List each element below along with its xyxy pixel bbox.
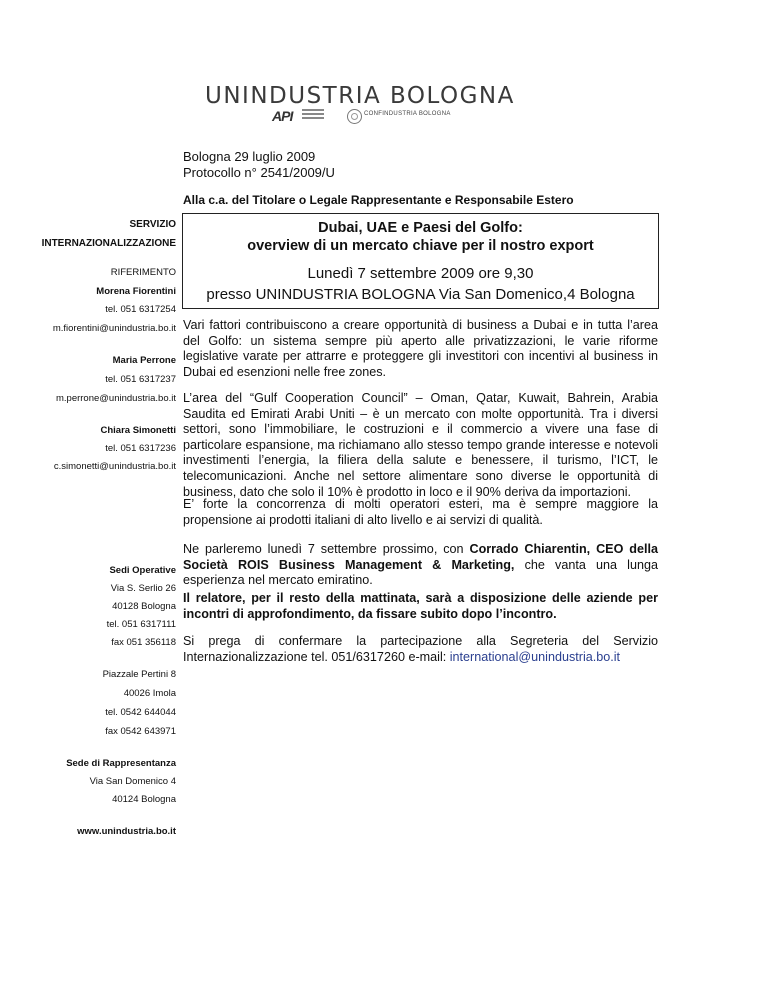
contact-email[interactable]: m.perrone@unindustria.bo.it [55,393,176,404]
service-label: SERVIZIO [129,219,176,230]
reference-label: RIFERIMENTO [110,267,176,278]
website-link[interactable]: www.unindustria.bo.it [77,826,176,837]
attention-line: Alla c.a. del Titolare o Legale Rappresentante e Responsabile Estero [183,193,574,207]
logo-title: UNINDUSTRIA BOLOGNA [205,83,515,109]
paragraph-gcc: L’area del “Gulf Cooperation Council” – Oman, Qatar, Kuwait, Bahrein, Arabia Saudita ed Emirati Arabi Uniti – è un mercato con molte opportunità. Tra i diversi settori, sono l’immobiliare, le costruzioni e il commercio a vivere una fase di particolare espansione, ma richiamano allo stesso tempo grande interesse e notevoli investimenti l’energia, la filiera della salute e benessere, il turismo, l’ICT, le telecomunicazioni. Anche nel settore alimentare sono diverse le opportunità di business, dato che solo il 10% è prodotto in loco e il 90% deriva da importazioni. [183,391,658,499]
contact-name: Maria Perrone [112,355,176,366]
paragraph-meetings: Il relatore, per il resto della mattinata, sarà a disposizione delle aziende per incontri di approfondimento, da fissare subito dopo l’incontro. [183,591,658,621]
office-fax: fax 0542 643971 [105,726,176,737]
event-box [182,213,659,309]
paragraph-intro: Vari fattori contribuiscono a creare opportunità di business a Dubai e in tutta l’area del Golfo: un sistema sempre più aperto alle privatizzazioni, le varie riforme legislative varate per attrarre e proteggere gli investitori con incentivi al business in Dubai ed esenzioni nelle free zones. [183,318,658,379]
office-city: 40128 Bologna [112,601,176,612]
service-name: INTERNAZIONALIZZAZIONE [41,238,176,249]
speaker-intro: Ne parleremo lunedì 7 settembre prossimo, con [183,542,470,556]
event-title: Dubai, UAE e Paesi del Golfo: [318,220,523,236]
event-date: Lunedì 7 settembre 2009 ore 9,30 [307,265,534,282]
api-logo: API [272,108,293,124]
paragraph-speaker [183,542,658,589]
contact-tel: tel. 051 6317236 [105,443,176,454]
contact-email[interactable]: m.fiorentini@unindustria.bo.it [52,323,176,334]
office-street: Piazzale Pertini 8 [102,669,176,680]
paragraph-rsvp [183,634,658,665]
logo-sub-brands [272,107,492,127]
rep-street: Via San Domenico 4 [89,776,176,787]
contact-tel: tel. 051 6317237 [105,374,176,385]
representative-office-label: Sede di Rappresentanza [66,758,176,769]
speaker-experience: che vanta una lunga esperienza nel mercato emiratino. [183,557,658,588]
rsvp-email-link[interactable]: international@unindustria.bo.it [449,649,621,664]
event-subtitle: overview di un mercato chiave per il nostro export [247,238,594,254]
office-tel: tel. 051 6317111 [106,619,176,630]
protocol-number: Protocollo n° 2541/2009/U [183,165,335,180]
rep-city: 40124 Bologna [112,794,176,805]
letter-date: Bologna 29 luglio 2009 [183,149,316,164]
office-tel: tel. 0542 644044 [105,707,176,718]
event-place: presso UNINDUSTRIA BOLOGNA Via San Domenico,4 Bologna [206,286,635,303]
speaker-name: Corrado Chiarentin, CEO della Società ROIS Business Management & Marketing, [183,542,658,572]
contact-name: Morena Fiorentini [96,286,176,297]
contact-tel: tel. 051 6317254 [105,304,176,315]
contact-email[interactable]: c.simonetti@unindustria.bo.it [53,461,176,472]
rsvp-text: Si prega di confermare la partecipazione alla Segreteria del Servizio Internazionalizzazione tel. 051/6317260 e-mail: [183,634,658,664]
confindustria-label: CONFINDUSTRIA BOLOGNA [364,111,451,117]
paragraph-competition: E’ forte la concorrenza di molti operatori esteri, ma è sempre maggiore la propensione ai prodotti italiani di alto livello e ai servizi di qualità. [183,497,658,527]
office-street: Via S. Serlio 26 [110,583,176,594]
office-fax: fax 051 356118 [111,637,176,648]
operative-offices-label: Sedi Operative [109,565,176,576]
office-city: 40026 Imola [123,688,176,699]
contact-name: Chiara Simonetti [100,425,176,436]
api-logo-lines [302,109,324,121]
confindustria-emblem-icon [347,109,362,124]
